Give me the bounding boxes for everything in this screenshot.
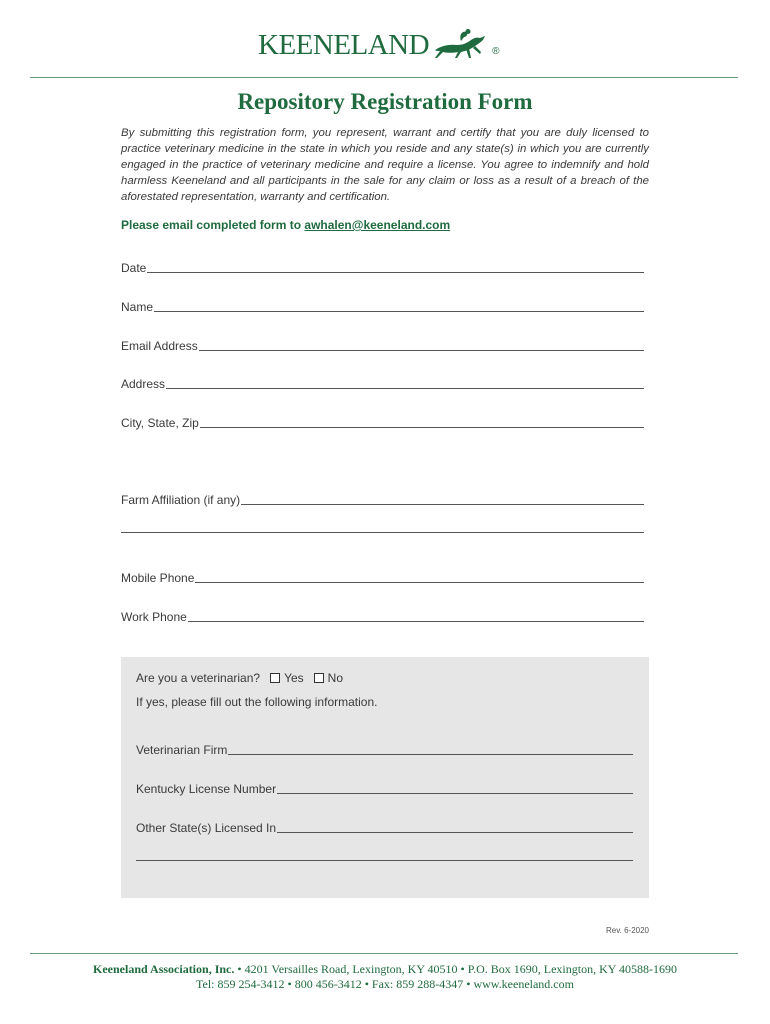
- date-line[interactable]: [147, 272, 644, 273]
- name-line[interactable]: [154, 311, 644, 312]
- mobile-phone-label: Mobile Phone: [121, 571, 195, 585]
- registered-mark: ®: [492, 45, 500, 57]
- kentucky-license-field[interactable]: [136, 782, 633, 796]
- header-divider: [30, 77, 738, 78]
- form-title: Repository Registration Form: [237, 89, 533, 114]
- other-states-continued-line[interactable]: [136, 860, 633, 861]
- date-field[interactable]: [121, 261, 644, 275]
- email-link[interactable]: awhalen@keeneland.com: [304, 218, 451, 232]
- no-label: No: [327, 671, 343, 685]
- yes-checkbox[interactable]: [270, 673, 280, 683]
- farm-affiliation-field[interactable]: [121, 493, 644, 507]
- horse-and-jockey-icon: [431, 28, 491, 62]
- no-checkbox[interactable]: [314, 673, 324, 683]
- veterinarian-section: [121, 657, 649, 898]
- work-phone-label: Work Phone: [121, 610, 187, 624]
- farm-affiliation-label: Farm Affiliation (if any): [121, 493, 241, 507]
- name-field[interactable]: [121, 300, 644, 314]
- footer-address: [0, 962, 770, 977]
- farm-affiliation-continued-field[interactable]: [121, 532, 644, 535]
- address-field[interactable]: [121, 377, 644, 391]
- yes-label: Yes: [284, 671, 304, 685]
- footer-org-name: Keeneland Association, Inc.: [93, 962, 235, 976]
- address-label: Address: [121, 377, 166, 391]
- work-phone-line[interactable]: [188, 621, 644, 622]
- email-address-line[interactable]: [199, 350, 644, 351]
- city-state-zip-field[interactable]: [121, 416, 644, 430]
- email-instruction: [121, 218, 450, 232]
- email-instruction-text: Please email completed form to: [121, 218, 305, 232]
- other-states-label: Other State(s) Licensed In: [136, 821, 277, 835]
- name-label: Name: [121, 300, 154, 314]
- email-address-label: Email Address: [121, 339, 198, 353]
- footer-divider: [30, 953, 738, 954]
- revision-label: Rev. 6-2020: [606, 926, 649, 935]
- work-phone-field[interactable]: [121, 610, 644, 624]
- email-address-field[interactable]: [121, 339, 644, 353]
- farm-affiliation-line[interactable]: [241, 504, 644, 505]
- veterinarian-question: [136, 671, 343, 685]
- other-states-field[interactable]: [136, 821, 633, 835]
- keeneland-logo: [258, 28, 499, 62]
- veterinarian-note: If yes, please fill out the following information.: [136, 695, 378, 709]
- city-state-zip-label: City, State, Zip: [121, 416, 199, 430]
- footer-contact: Tel: 859 254-3412 • 800 456-3412 • Fax: 859 288-4347 • www.keeneland.com: [196, 977, 574, 991]
- other-states-line[interactable]: [277, 832, 633, 833]
- veterinarian-firm-field[interactable]: [136, 743, 633, 757]
- mobile-phone-field[interactable]: [121, 571, 644, 585]
- other-states-continued-field[interactable]: [136, 860, 633, 863]
- veterinarian-firm-label: Veterinarian Firm: [136, 743, 228, 757]
- city-state-zip-line[interactable]: [200, 427, 644, 428]
- veterinarian-question-label: Are you a veterinarian?: [136, 671, 261, 685]
- date-label: Date: [121, 261, 147, 275]
- footer-address-text: • 4201 Versailles Road, Lexington, KY 40510 • P.O. Box 1690, Lexington, KY 40588-1690: [234, 962, 677, 976]
- veterinarian-firm-line[interactable]: [228, 754, 633, 755]
- mobile-phone-line[interactable]: [195, 582, 644, 583]
- kentucky-license-label: Kentucky License Number: [136, 782, 277, 796]
- logo-wordmark: KEENELAND: [258, 28, 430, 61]
- kentucky-license-line[interactable]: [277, 793, 633, 794]
- address-line[interactable]: [166, 388, 644, 389]
- intro-paragraph: By submitting this registration form, you represent, warrant and certify that you are duly licensed to practice veterinary medicine in the state in which you reside and any state(s) in which you are currently engaged in the practice of veterinary medicine and require a license. You agree to indemnify and hold harmless Keeneland and all participants in the sale for any claim or loss as a result of a breach of the aforestated representation, warranty and certification.: [121, 127, 649, 203]
- farm-affiliation-continued-line[interactable]: [121, 532, 644, 533]
